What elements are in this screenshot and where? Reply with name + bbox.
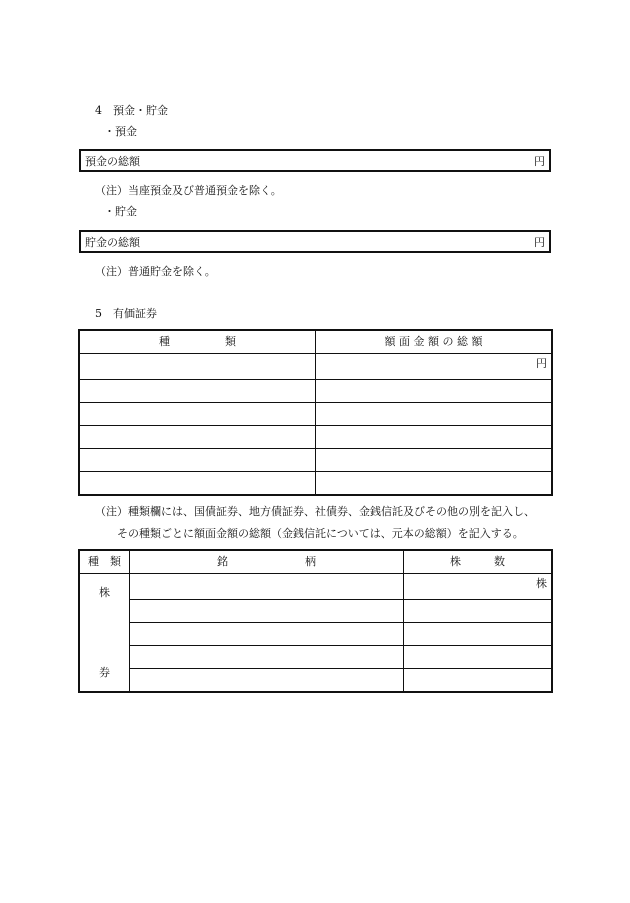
type-cell[interactable]: [80, 472, 316, 495]
amount-cell[interactable]: [316, 354, 552, 380]
shares-cell[interactable]: [404, 600, 552, 623]
savings-total-unit: 円: [534, 236, 545, 249]
type-cell[interactable]: [80, 449, 316, 472]
table-header-row: [80, 551, 552, 574]
amount-unit: 円: [536, 357, 547, 370]
brand-cell[interactable]: [130, 574, 404, 600]
stocks-table: [79, 550, 552, 692]
section5-heading: 5 有価証券: [95, 307, 157, 320]
amount-cell[interactable]: [316, 472, 552, 495]
table-row: [80, 403, 552, 426]
brand-cell[interactable]: [130, 623, 404, 646]
securities-table: [79, 330, 552, 495]
col-header-brand: 銘 柄: [130, 551, 404, 574]
col-header-shares: 株 数: [404, 551, 552, 574]
table-row: [80, 646, 552, 669]
type-cell[interactable]: [80, 354, 316, 380]
table-row: [80, 426, 552, 449]
table-row: [80, 600, 552, 623]
table-row: [80, 574, 552, 600]
shares-cell[interactable]: [404, 646, 552, 669]
amount-cell[interactable]: [316, 380, 552, 403]
col-header-type: 種 類: [80, 331, 316, 354]
table-row: [80, 354, 552, 380]
deposit-total-unit: 円: [534, 155, 545, 168]
shares-cell[interactable]: [404, 574, 552, 600]
table-row: [80, 380, 552, 403]
table-row: [80, 669, 552, 692]
col-header-type: 種 類: [80, 551, 130, 574]
deposit-total-box[interactable]: [79, 149, 551, 172]
shares-cell[interactable]: [404, 669, 552, 692]
stock-char-2: 券: [99, 665, 110, 679]
securities-note-line1: （注）種類欄には、国債証券、地方債証券、社債券、金銭信託及びその他の別を記入し、: [95, 505, 535, 518]
type-cell[interactable]: [80, 426, 316, 449]
section4-heading: 4 預金・貯金: [95, 104, 168, 117]
savings-bullet: ・貯金: [104, 205, 137, 218]
deposit-bullet: ・預金: [104, 125, 137, 138]
securities-note-line2: その種類ごとに額面金額の総額（金銭信託については、元本の総額）を記入する。: [117, 527, 524, 540]
amount-cell[interactable]: [316, 426, 552, 449]
table-header-row: [80, 331, 552, 354]
brand-cell[interactable]: [130, 669, 404, 692]
table-row: [80, 623, 552, 646]
brand-cell[interactable]: [130, 600, 404, 623]
type-cell[interactable]: [80, 403, 316, 426]
shares-cell[interactable]: [404, 623, 552, 646]
table-row: [80, 449, 552, 472]
deposit-total-label: 預金の総額: [85, 155, 140, 168]
amount-cell[interactable]: [316, 403, 552, 426]
brand-cell[interactable]: [130, 646, 404, 669]
savings-note: （注）普通貯金を除く。: [95, 265, 216, 278]
stock-char-1: 株: [99, 585, 110, 599]
amount-cell[interactable]: [316, 449, 552, 472]
stock-type-cell: [80, 574, 130, 692]
col-header-amount: 額 面 金 額 の 総 額: [316, 331, 552, 354]
deposit-note: （注）当座預金及び普通預金を除く。: [95, 184, 282, 197]
table-row: [80, 472, 552, 495]
savings-total-label: 貯金の総額: [85, 236, 140, 249]
type-cell[interactable]: [80, 380, 316, 403]
savings-total-box[interactable]: [79, 230, 551, 253]
shares-unit: 株: [536, 577, 547, 590]
